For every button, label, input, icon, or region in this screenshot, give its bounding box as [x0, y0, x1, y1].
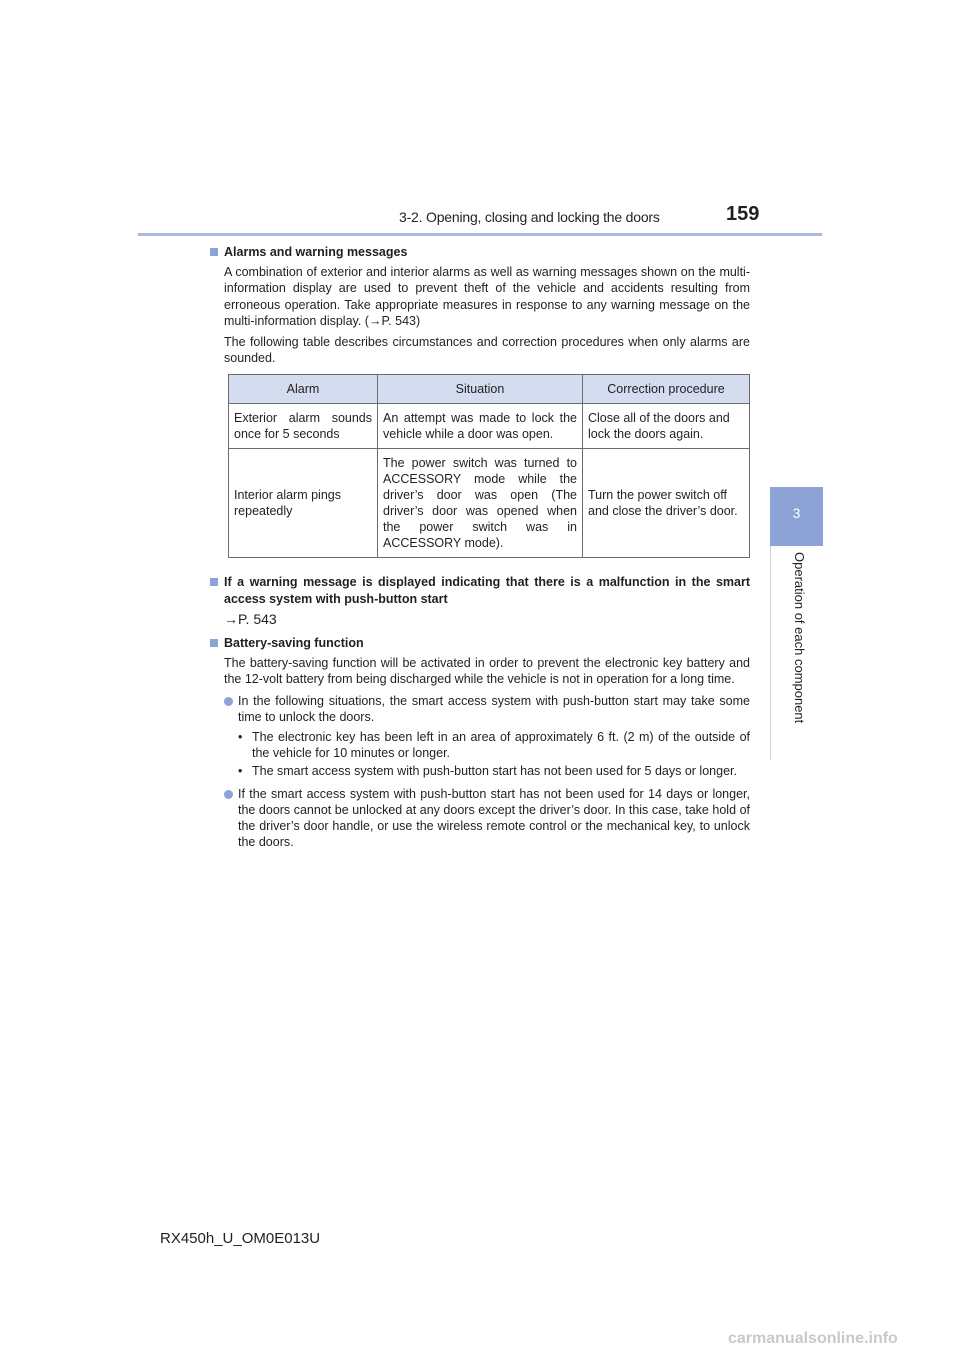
sub-bullet-text: The smart access system with push-button start has not been used for 5 days or longer. [252, 764, 737, 779]
battery-paragraph: The battery-saving function will be activated in order to prevent the electronic key battery and the 12-volt battery from being discharged while the vehicle is not in operation for a long time. [224, 656, 750, 687]
chapter-tab[interactable] [770, 487, 823, 546]
alarm-table [228, 374, 750, 558]
battery-heading [210, 635, 750, 651]
alarms-heading [210, 244, 750, 260]
document-code: RX450h_U_OM0E013U [160, 1230, 321, 1247]
page-reference-link[interactable]: →P. 543 [224, 610, 277, 627]
circle-bullet-icon [224, 790, 233, 799]
sub-list-item [238, 729, 750, 761]
malfunction-heading [210, 574, 750, 606]
watermark: carmanualsonline.info [728, 1330, 898, 1347]
column-header-alarm: Alarm [229, 375, 378, 404]
battery-heading-text: Battery-saving function [224, 636, 364, 651]
square-bullet-icon [210, 248, 218, 256]
table-row [229, 404, 750, 449]
bullet-text: In the following situations, the smart access system with push-button start may take some time to unlock the doors. [238, 693, 750, 724]
alarms-paragraph-2: The following table describes circumstances and correction procedures when only alarms are sounded. [224, 335, 750, 366]
cell-situation: The power switch was turned to ACCESSORY mode while the driver’s door was open (The driver’s door was opened when the power switch was in ACCESSORY mode). [378, 449, 583, 558]
malfunction-heading-text: If a warning message is displayed indicating that there is a malfunction in the smart access system with push-button start [224, 575, 750, 606]
page-number: 159 [726, 203, 760, 225]
alarms-paragraph-1: A combination of exterior and interior alarms as well as warning messages shown on the multi-information display are used to prevent theft of the vehicle and accidents resulting from erroneous operation. Take appropriate measures in response to any warning message on the multi-information display. (→P. 543) [224, 265, 750, 328]
column-header-situation: Situation [378, 375, 583, 404]
sub-list-item [238, 763, 750, 779]
chapter-number: 3 [792, 505, 801, 521]
chapter-label: Operation of each component [792, 552, 807, 724]
square-bullet-icon [210, 578, 218, 586]
cell-alarm: Exterior alarm sounds once for 5 seconds [229, 404, 378, 449]
table-header-row [229, 375, 750, 404]
table-row [229, 449, 750, 558]
sub-bullet-text: The electronic key has been left in an area of approximately 6 ft. (2 m) of the outside of the vehicle for 10 minutes or longer. [252, 730, 750, 761]
cell-situation: An attempt was made to lock the vehicle while a door was open. [378, 404, 583, 449]
section-header-title: 3-2. Opening, closing and locking the doors [399, 209, 660, 225]
sub-bullet-marker: • [238, 730, 243, 745]
bullet-text: If the smart access system with push-button start has not been used for 14 days or longer, the doors cannot be unlocked at any doors except the driver’s door. In this case, take hold of the driver’s door handle, or use the wireless remote control or the mechanical key, to unlock the doors. [238, 786, 750, 850]
cell-correction: Close all of the doors and lock the doors again. [583, 404, 750, 449]
sub-bullet-marker: • [238, 764, 243, 779]
cell-alarm: Interior alarm pings repeatedly [229, 449, 378, 558]
square-bullet-icon [210, 639, 218, 647]
alarms-heading-text: Alarms and warning messages [224, 245, 408, 259]
header-divider [138, 233, 822, 236]
circle-bullet-icon [224, 697, 233, 706]
cell-correction: Turn the power switch off and close the driver’s door. [583, 449, 750, 558]
column-header-correction: Correction procedure [583, 375, 750, 404]
list-item [224, 693, 750, 725]
page-content [210, 244, 750, 854]
list-item [224, 786, 750, 851]
